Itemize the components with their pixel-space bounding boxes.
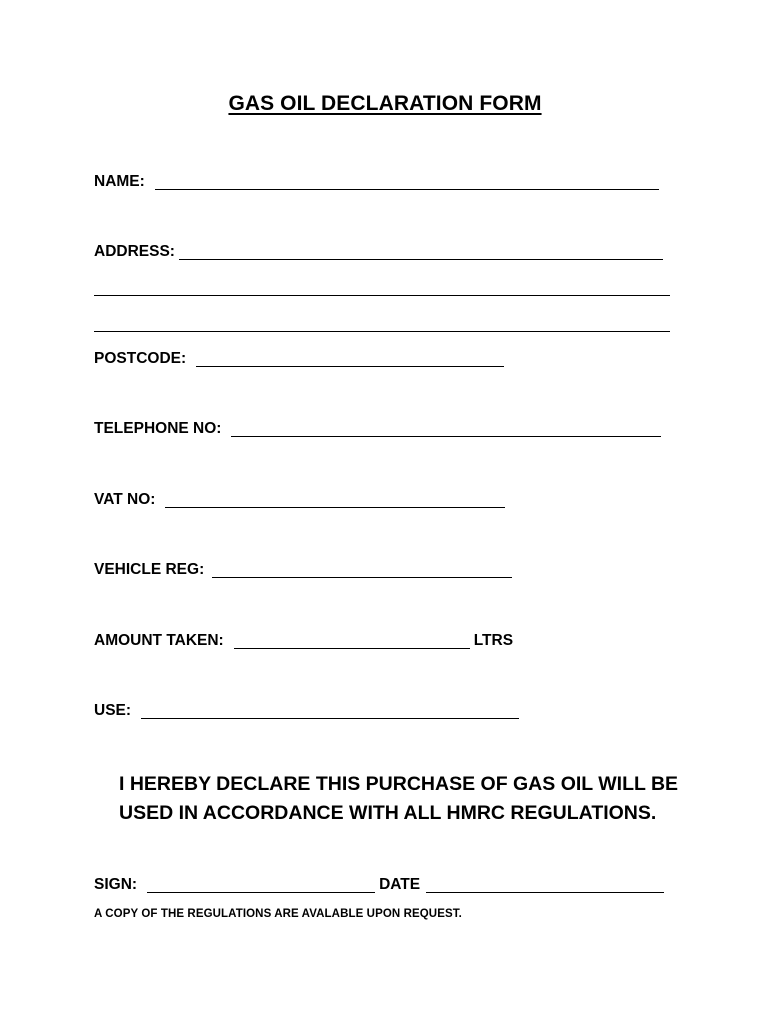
address-field-line-3[interactable] xyxy=(94,330,670,332)
telephone-field[interactable] xyxy=(231,420,661,437)
telephone-label: TELEPHONE NO: xyxy=(94,420,222,437)
vat-label: VAT NO: xyxy=(94,491,156,508)
sign-date-row xyxy=(94,874,664,896)
address-label: ADDRESS: xyxy=(94,243,175,260)
declaration-statement: I HEREBY DECLARE THIS PURCHASE OF GAS OIL WILL BE USED IN ACCORDANCE WITH ALL HMRC REGULATIONS. xyxy=(119,773,679,824)
date-label: DATE xyxy=(379,876,421,893)
sign-field[interactable] xyxy=(147,876,375,893)
use-field[interactable] xyxy=(141,702,519,719)
vehicle-reg-label: VEHICLE REG: xyxy=(94,561,205,578)
address-row xyxy=(94,241,663,263)
amount-field[interactable] xyxy=(234,632,470,649)
address-field-line-2[interactable] xyxy=(94,294,670,296)
sign-label: SIGN: xyxy=(94,876,138,893)
name-label: NAME: xyxy=(94,173,145,190)
use-label: USE: xyxy=(94,702,132,719)
amount-unit: LTRS xyxy=(473,632,514,649)
date-field[interactable] xyxy=(426,876,664,893)
vehicle-reg-field[interactable] xyxy=(212,561,512,578)
postcode-field[interactable] xyxy=(196,350,504,367)
amount-label: AMOUNT TAKEN: xyxy=(94,632,224,649)
regulations-footnote: A COPY OF THE REGULATIONS ARE AVALABLE UPON REQUEST. xyxy=(94,908,462,920)
vehicle-reg-row xyxy=(94,559,512,581)
address-field-line-1[interactable] xyxy=(179,243,663,260)
form-title: GAS OIL DECLARATION FORM xyxy=(228,92,542,115)
name-field[interactable] xyxy=(155,173,659,190)
vat-field[interactable] xyxy=(165,491,505,508)
postcode-row xyxy=(94,348,504,370)
name-row xyxy=(94,171,659,193)
postcode-label: POSTCODE: xyxy=(94,350,187,367)
amount-row xyxy=(94,630,513,652)
use-row xyxy=(94,700,519,722)
telephone-row xyxy=(94,418,661,440)
vat-row xyxy=(94,489,505,511)
